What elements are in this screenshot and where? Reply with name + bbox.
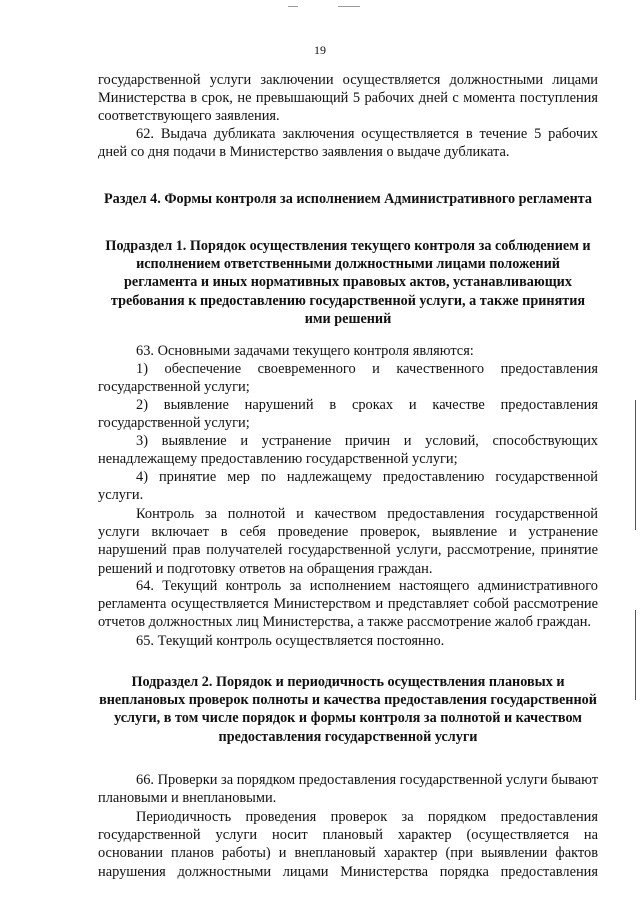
paragraph-periodicity: Периодичность проведения проверок за порядком предоставления государственной услуги носит плановый характер (осуществляется на основании планов работы) и внеплановый характер (при выявлении фактов нарушения должностными лицами Министерства порядка предоставления bbox=[98, 809, 598, 880]
subsection-2-heading: Подраздел 2. Порядок и периодичность осуществления плановых и внеплановых проверок полноты и качества предоставления государственной услуги, в том числе порядок и формы контроля за полнотой и качеством предоставления государственной услуги bbox=[99, 674, 597, 745]
scan-edge-line bbox=[635, 610, 636, 700]
list-item-2: 2) выявление нарушений в сроках и качестве предоставления государственной услуги; bbox=[98, 397, 598, 432]
list-item-1: 1) обеспечение своевременного и качественного предоставления государственной услуги; bbox=[98, 361, 598, 396]
section-4-heading: Раздел 4. Формы контроля за исполнением Административного регламента bbox=[104, 191, 592, 207]
scan-edge-line bbox=[635, 400, 636, 530]
scan-artifact bbox=[338, 6, 360, 7]
list-item-4: 4) принятие мер по надлежащему предоставлению государственной услуги. bbox=[98, 469, 598, 504]
page-number: 19 bbox=[314, 43, 326, 57]
paragraph-64: 64. Текущий контроль за исполнением настоящего административного регламента осуществляется Министерством и представляет собой рассмотрение отчетов должностных лиц Министерства, а также рассмотрение жалоб граждан. bbox=[98, 578, 598, 631]
paragraph-65: 65. Текущий контроль осуществляется постоянно. bbox=[136, 633, 445, 649]
paragraph-62: 62. Выдача дубликата заключения осуществляется в течение 5 рабочих дней со дня подачи в Министерство заявления о выдаче дубликата. bbox=[98, 126, 598, 161]
list-item-3: 3) выявление и устранение причин и условий, способствующих ненадлежащему предоставлению государственной услуги; bbox=[98, 433, 598, 468]
paragraph-continuation: государственной услуги заключении осуществляется должностными лицами Министерства в срок, не превышающий 5 рабочих дней с момента поступления соответствующего заявления. bbox=[98, 72, 598, 125]
subsection-1-heading: Подраздел 1. Порядок осуществления текущего контроля за соблюдением и исполнением ответственными должностными лицами положений регламента и иных нормативных правовых актов, устанавливающих требования к предоставлению государственной услуги, а также принятия ими решений bbox=[105, 238, 591, 327]
paragraph-63: 63. Основными задачами текущего контроля являются: bbox=[136, 343, 474, 359]
paragraph-control-scope: Контроль за полнотой и качеством предоставления государственной услуги включает в себя проведение проверок, выявление и устранение нарушений прав получателей государственной услуги, рассмотрение, принятие решений и подготовку ответов на обращения граждан. bbox=[98, 506, 598, 577]
paragraph-66: 66. Проверки за порядком предоставления государственной услуги бывают плановыми и внеплановыми. bbox=[98, 772, 598, 807]
scan-artifact bbox=[288, 6, 298, 7]
